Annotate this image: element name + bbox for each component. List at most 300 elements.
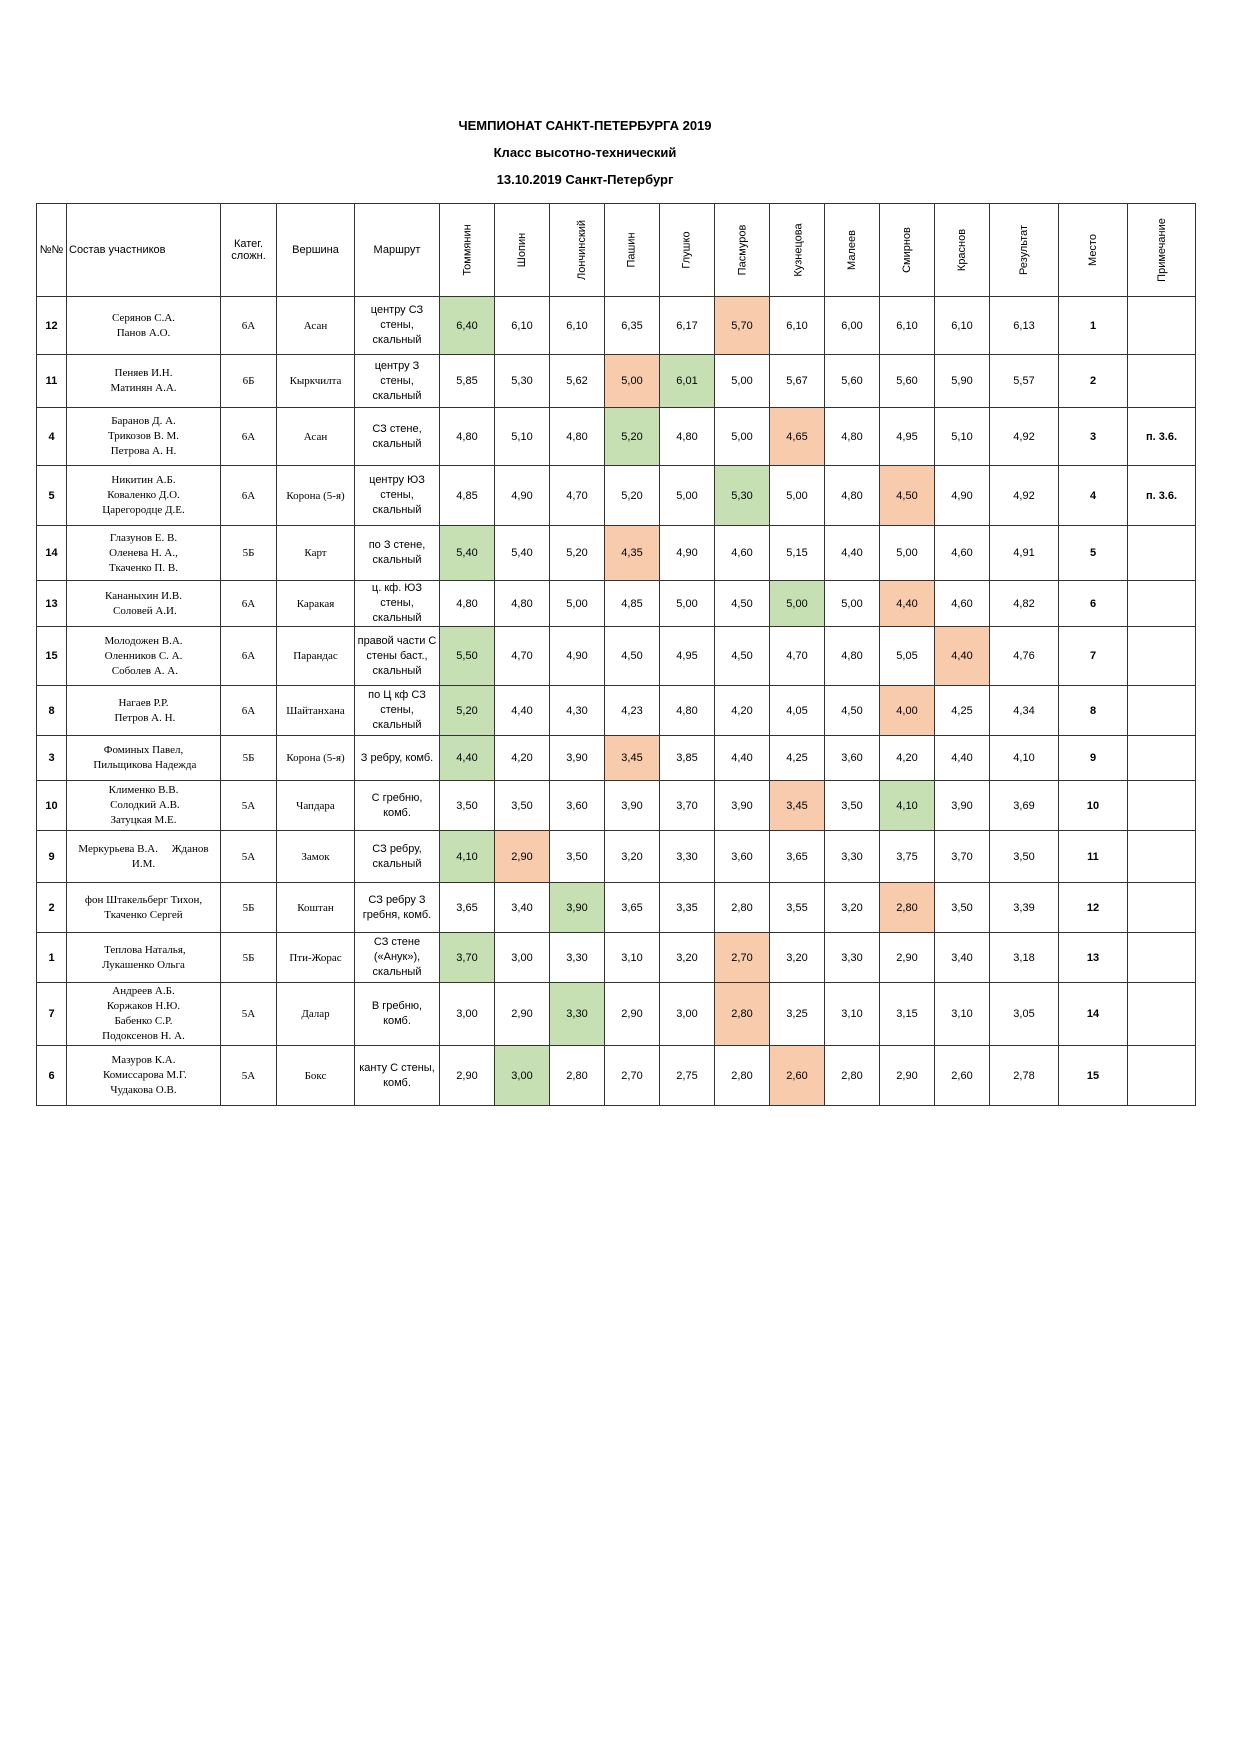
judge-score: 4,20 — [495, 736, 550, 781]
route-description: центру ЮЗ стены, скальный — [355, 466, 440, 526]
judge-score: 4,70 — [495, 627, 550, 686]
note-value — [1128, 1046, 1196, 1106]
judge-score: 4,90 — [495, 466, 550, 526]
judge-score: 2,70 — [715, 933, 770, 983]
judge-score: 6,10 — [935, 297, 990, 355]
team-number: 14 — [37, 526, 67, 581]
judge-score: 2,75 — [660, 1046, 715, 1106]
judge-score: 3,15 — [880, 983, 935, 1046]
col-judge-9: Смирнов — [880, 204, 935, 297]
judge-score: 4,00 — [880, 686, 935, 736]
judge-score: 5,00 — [605, 355, 660, 408]
judge-score: 4,25 — [770, 736, 825, 781]
judge-score: 4,80 — [440, 408, 495, 466]
judge-score: 3,90 — [550, 736, 605, 781]
route-description: С гребню, комб. — [355, 781, 440, 831]
member-name: Баранов Д. А. — [111, 415, 176, 427]
team-members — [67, 831, 221, 883]
route-description: СЗ ребру З гребня, комб. — [355, 883, 440, 933]
judge-score: 5,10 — [495, 408, 550, 466]
member-name: Нагаев Р.Р. — [118, 696, 169, 709]
team-members — [67, 1046, 221, 1106]
col-judge-8: Малеев — [825, 204, 880, 297]
judge-score: 2,60 — [935, 1046, 990, 1106]
route-description: центру З стены, скальный — [355, 355, 440, 408]
judge-score: 2,80 — [550, 1046, 605, 1106]
judge-score: 5,00 — [715, 355, 770, 408]
difficulty-category: 5Б — [221, 736, 277, 781]
place-value: 9 — [1059, 736, 1128, 781]
judge-score: 5,40 — [440, 526, 495, 581]
judge-score: 3,90 — [935, 781, 990, 831]
col-judge-6: Пасмуров — [715, 204, 770, 297]
difficulty-category: 5А — [221, 983, 277, 1046]
difficulty-category: 6А — [221, 408, 277, 466]
judge-score: 2,90 — [880, 1046, 935, 1106]
judge-score: 5,30 — [715, 466, 770, 526]
member-name: Затуцкая М.Е. — [110, 814, 177, 826]
judge-score: 5,00 — [825, 581, 880, 627]
judge-score: 2,90 — [440, 1046, 495, 1106]
member-name: Солодкий А.В. — [107, 799, 180, 811]
judge-score: 3,10 — [605, 933, 660, 983]
member-name: Оленников С. А. — [104, 649, 183, 662]
difficulty-category: 5А — [221, 1046, 277, 1106]
result-score: 4,92 — [990, 408, 1059, 466]
member-name: Царегородце Д.Е. — [102, 504, 185, 516]
member-name: Трикозов В. М. — [107, 430, 180, 442]
judge-score: 2,90 — [495, 983, 550, 1046]
place-value: 2 — [1059, 355, 1128, 408]
team-members — [67, 627, 221, 686]
judge-score: 6,10 — [495, 297, 550, 355]
judge-score: 4,65 — [770, 408, 825, 466]
judge-score: 3,20 — [660, 933, 715, 983]
team-number: 11 — [37, 355, 67, 408]
peak-name: Шайтанхана — [277, 686, 355, 736]
judge-score: 4,35 — [605, 526, 660, 581]
table-row — [37, 581, 1196, 627]
judge-score: 3,30 — [660, 831, 715, 883]
team-number: 7 — [37, 983, 67, 1046]
place-value: 15 — [1059, 1046, 1128, 1106]
judge-score: 5,70 — [715, 297, 770, 355]
judge-score: 4,95 — [660, 627, 715, 686]
note-value — [1128, 581, 1196, 627]
member-name: Меркурьева В.А. Жданов — [78, 842, 209, 855]
place-value: 1 — [1059, 297, 1128, 355]
judge-score: 3,90 — [550, 883, 605, 933]
place-value: 13 — [1059, 933, 1128, 983]
judge-score: 4,80 — [440, 581, 495, 627]
judge-score: 4,90 — [935, 466, 990, 526]
note-value — [1128, 983, 1196, 1046]
member-name: Андреев А.Б. — [112, 985, 175, 997]
judge-score: 6,35 — [605, 297, 660, 355]
judge-score: 5,60 — [825, 355, 880, 408]
judge-score: 4,80 — [825, 408, 880, 466]
team-members — [67, 408, 221, 466]
judge-score: 6,10 — [770, 297, 825, 355]
team-members — [67, 526, 221, 581]
route-description: ц. кф. ЮЗ стены, скальный — [355, 581, 440, 627]
judge-score: 3,00 — [495, 1046, 550, 1106]
judge-score: 5,00 — [550, 581, 605, 627]
note-value — [1128, 297, 1196, 355]
judge-score: 4,80 — [825, 466, 880, 526]
difficulty-category: 6А — [221, 686, 277, 736]
judge-score: 3,50 — [825, 781, 880, 831]
table-row — [37, 686, 1196, 736]
judge-score: 3,20 — [605, 831, 660, 883]
team-members — [67, 736, 221, 781]
note-value — [1128, 933, 1196, 983]
judge-score: 3,60 — [715, 831, 770, 883]
note-value — [1128, 686, 1196, 736]
judge-score: 5,00 — [770, 581, 825, 627]
judge-score: 4,95 — [880, 408, 935, 466]
difficulty-category: 5А — [221, 781, 277, 831]
route-description: правой части С стены баст., скальный — [355, 627, 440, 686]
judge-score: 5,05 — [880, 627, 935, 686]
judge-score: 4,30 — [550, 686, 605, 736]
note-value: п. 3.6. — [1128, 466, 1196, 526]
judge-score: 5,10 — [935, 408, 990, 466]
judge-score: 4,10 — [440, 831, 495, 883]
judge-score: 5,20 — [605, 466, 660, 526]
result-score: 3,39 — [990, 883, 1059, 933]
team-number: 12 — [37, 297, 67, 355]
table-row — [37, 408, 1196, 466]
judge-score: 4,40 — [715, 736, 770, 781]
judge-score: 3,25 — [770, 983, 825, 1046]
results-table — [36, 203, 1196, 1106]
peak-name: Чапдара — [277, 781, 355, 831]
table-row — [37, 933, 1196, 983]
member-name: Пеняев И.Н. — [114, 367, 173, 379]
judge-score: 4,40 — [935, 736, 990, 781]
judge-score: 3,50 — [495, 781, 550, 831]
peak-name: Бокс — [277, 1046, 355, 1106]
member-name: Молодожен В.А. — [104, 634, 183, 647]
judge-score: 3,30 — [825, 831, 880, 883]
member-name: Бабенко С.Р. — [114, 1015, 173, 1027]
team-number: 3 — [37, 736, 67, 781]
judge-score: 3,00 — [660, 983, 715, 1046]
note-value — [1128, 355, 1196, 408]
judge-score: 3,40 — [495, 883, 550, 933]
member-name: Серянов С.А. — [111, 311, 176, 324]
member-name: Матинян А.А. — [110, 382, 177, 394]
result-score: 6,13 — [990, 297, 1059, 355]
col-judge-10: Краснов — [935, 204, 990, 297]
judge-score: 4,80 — [495, 581, 550, 627]
team-members — [67, 883, 221, 933]
judge-score: 4,40 — [935, 627, 990, 686]
judge-score: 4,90 — [660, 526, 715, 581]
judge-score: 6,10 — [550, 297, 605, 355]
judge-score: 4,80 — [660, 408, 715, 466]
member-name: Петрова А. Н. — [110, 445, 177, 457]
peak-name: Асан — [277, 408, 355, 466]
judge-score: 4,20 — [880, 736, 935, 781]
judge-score: 3,10 — [825, 983, 880, 1046]
judge-score: 3,90 — [715, 781, 770, 831]
result-score: 5,57 — [990, 355, 1059, 408]
table-row — [37, 1046, 1196, 1106]
judge-score: 4,90 — [550, 627, 605, 686]
col-route: Маршрут — [355, 204, 440, 297]
note-value — [1128, 781, 1196, 831]
member-name: Фоминых Павел, — [103, 744, 184, 756]
judge-score: 5,85 — [440, 355, 495, 408]
judge-score: 4,50 — [715, 581, 770, 627]
judge-score: 4,80 — [660, 686, 715, 736]
place-value: 7 — [1059, 627, 1128, 686]
peak-name: Корона (5-я) — [277, 466, 355, 526]
difficulty-category: 5Б — [221, 883, 277, 933]
judge-score: 4,40 — [495, 686, 550, 736]
member-name: Никитин А.Б. — [111, 474, 176, 486]
results-body — [37, 297, 1196, 1106]
col-note: Примечание — [1128, 204, 1196, 297]
judge-score: 5,62 — [550, 355, 605, 408]
member-name: Соболев А. А. — [109, 664, 178, 677]
peak-name: Пти-Жорас — [277, 933, 355, 983]
judge-score: 5,00 — [770, 466, 825, 526]
judge-score: 4,10 — [880, 781, 935, 831]
judge-score: 3,20 — [825, 883, 880, 933]
judge-score: 4,23 — [605, 686, 660, 736]
member-name: фон Штакельберг Тихон, — [84, 893, 203, 906]
table-row — [37, 883, 1196, 933]
result-score: 2,78 — [990, 1046, 1059, 1106]
judge-score: 4,50 — [880, 466, 935, 526]
difficulty-category: 6А — [221, 627, 277, 686]
route-description: СЗ стене, скальный — [355, 408, 440, 466]
judge-score: 3,60 — [550, 781, 605, 831]
member-name: Петров А. Н. — [111, 711, 176, 724]
judge-score: 3,70 — [440, 933, 495, 983]
place-value: 6 — [1059, 581, 1128, 627]
note-value — [1128, 883, 1196, 933]
team-number: 8 — [37, 686, 67, 736]
judge-score: 2,70 — [605, 1046, 660, 1106]
peak-name: Корона (5-я) — [277, 736, 355, 781]
judge-score: 5,20 — [605, 408, 660, 466]
judge-score: 5,00 — [880, 526, 935, 581]
peak-name: Асан — [277, 297, 355, 355]
judge-score: 6,00 — [825, 297, 880, 355]
place-value: 11 — [1059, 831, 1128, 883]
note-value — [1128, 526, 1196, 581]
peak-name: Коштан — [277, 883, 355, 933]
table-row — [37, 781, 1196, 831]
judge-score: 3,70 — [660, 781, 715, 831]
member-name: Кананыхин И.В. — [105, 589, 182, 602]
team-members — [67, 466, 221, 526]
peak-name: Карт — [277, 526, 355, 581]
place-value: 12 — [1059, 883, 1128, 933]
difficulty-category: 6А — [221, 466, 277, 526]
note-value — [1128, 736, 1196, 781]
judge-score: 2,90 — [495, 831, 550, 883]
team-members — [67, 686, 221, 736]
peak-name: Далар — [277, 983, 355, 1046]
result-score: 4,34 — [990, 686, 1059, 736]
member-name: Коржаков Н.Ю. — [106, 1000, 181, 1012]
route-description: З ребру, комб. — [355, 736, 440, 781]
team-members — [67, 355, 221, 408]
note-value — [1128, 831, 1196, 883]
col-judge-5: Глушко — [660, 204, 715, 297]
member-name: Коваленко Д.О. — [107, 489, 180, 501]
judge-score: 4,40 — [440, 736, 495, 781]
judge-score: 6,17 — [660, 297, 715, 355]
judge-score: 3,60 — [825, 736, 880, 781]
result-score: 3,50 — [990, 831, 1059, 883]
col-num: №№ — [37, 204, 67, 297]
table-row — [37, 466, 1196, 526]
team-members — [67, 933, 221, 983]
peak-name: Замок — [277, 831, 355, 883]
judge-score: 2,90 — [880, 933, 935, 983]
member-name: Лукашенко Ольга — [102, 958, 185, 971]
judge-score: 4,50 — [605, 627, 660, 686]
place-value: 8 — [1059, 686, 1128, 736]
team-members — [67, 581, 221, 627]
place-value: 10 — [1059, 781, 1128, 831]
team-number: 4 — [37, 408, 67, 466]
col-category: Катег. сложн. — [221, 204, 277, 297]
judge-score: 4,50 — [825, 686, 880, 736]
member-name: Пильщикова Надежда — [90, 759, 197, 771]
col-peak: Вершина — [277, 204, 355, 297]
judge-score: 4,85 — [605, 581, 660, 627]
team-members — [67, 983, 221, 1046]
document-header — [0, 112, 1170, 193]
member-name: Подоксенов Н. А. — [102, 1030, 185, 1042]
judge-score: 4,50 — [715, 627, 770, 686]
member-name: Соловей А.И. — [110, 604, 177, 617]
col-judge-4: Пашин — [605, 204, 660, 297]
judge-score: 6,40 — [440, 297, 495, 355]
difficulty-category: 6А — [221, 297, 277, 355]
judge-score: 2,80 — [880, 883, 935, 933]
member-name: Глазунов Е. В. — [109, 531, 178, 544]
peak-name: Парандас — [277, 627, 355, 686]
result-score: 3,69 — [990, 781, 1059, 831]
judge-score: 4,60 — [715, 526, 770, 581]
result-score: 4,91 — [990, 526, 1059, 581]
table-row — [37, 736, 1196, 781]
judge-score: 4,60 — [935, 581, 990, 627]
page-title: ЧЕМПИОНАТ САНКТ-ПЕТЕРБУРГА 2019 — [458, 118, 712, 133]
judge-score: 3,30 — [825, 933, 880, 983]
table-row — [37, 526, 1196, 581]
place-value: 3 — [1059, 408, 1128, 466]
judge-score: 3,50 — [935, 883, 990, 933]
team-number: 9 — [37, 831, 67, 883]
team-members — [67, 781, 221, 831]
team-number: 15 — [37, 627, 67, 686]
member-name: Клименко В.В. — [108, 784, 179, 796]
judge-score: 3,65 — [605, 883, 660, 933]
judge-score: 6,10 — [880, 297, 935, 355]
judge-score: 4,85 — [440, 466, 495, 526]
table-row — [37, 355, 1196, 408]
header-row — [37, 204, 1196, 297]
team-number: 6 — [37, 1046, 67, 1106]
result-score: 3,05 — [990, 983, 1059, 1046]
col-place: Место — [1059, 204, 1128, 297]
judge-score: 3,35 — [660, 883, 715, 933]
judge-score: 3,45 — [770, 781, 825, 831]
member-name: Мазуров К.А. — [111, 1054, 176, 1066]
judge-score: 4,20 — [715, 686, 770, 736]
judge-score: 2,60 — [770, 1046, 825, 1106]
date-place: 13.10.2019 Санкт-Петербург — [496, 172, 674, 187]
peak-name: Кыркчилта — [277, 355, 355, 408]
difficulty-category: 6Б — [221, 355, 277, 408]
route-description: канту С стены, комб. — [355, 1046, 440, 1106]
judge-score: 3,65 — [440, 883, 495, 933]
col-judge-3: Лончинский — [550, 204, 605, 297]
table-row — [37, 983, 1196, 1046]
judge-score: 3,50 — [440, 781, 495, 831]
judge-score: 4,70 — [770, 627, 825, 686]
judge-score: 5,00 — [715, 408, 770, 466]
judge-score: 2,80 — [825, 1046, 880, 1106]
route-description: СЗ стене («Анук»), скальный — [355, 933, 440, 983]
result-score: 4,92 — [990, 466, 1059, 526]
team-number: 5 — [37, 466, 67, 526]
judge-score: 3,40 — [935, 933, 990, 983]
judge-score: 4,80 — [550, 408, 605, 466]
member-name: Оленева Н. А., — [109, 546, 178, 559]
judge-score: 5,20 — [440, 686, 495, 736]
judge-score: 4,80 — [825, 627, 880, 686]
result-score: 3,18 — [990, 933, 1059, 983]
team-members — [67, 297, 221, 355]
judge-score: 3,20 — [770, 933, 825, 983]
route-description: по З стене, скальный — [355, 526, 440, 581]
judge-score: 2,80 — [715, 883, 770, 933]
judge-score: 5,15 — [770, 526, 825, 581]
judge-score: 4,70 — [550, 466, 605, 526]
team-number: 1 — [37, 933, 67, 983]
judge-score: 4,60 — [935, 526, 990, 581]
judge-score: 3,85 — [660, 736, 715, 781]
note-value — [1128, 627, 1196, 686]
judge-score: 3,55 — [770, 883, 825, 933]
judge-score: 3,10 — [935, 983, 990, 1046]
judge-score: 4,25 — [935, 686, 990, 736]
judge-score: 5,20 — [550, 526, 605, 581]
judge-score: 3,50 — [550, 831, 605, 883]
judge-score: 6,01 — [660, 355, 715, 408]
member-name: Комиссарова М.Г. — [100, 1069, 187, 1081]
judge-score: 5,90 — [935, 355, 990, 408]
judge-score: 4,40 — [825, 526, 880, 581]
judge-score: 3,90 — [605, 781, 660, 831]
judge-score: 5,00 — [660, 581, 715, 627]
col-judge-1: Томмянин — [440, 204, 495, 297]
peak-name: Каракая — [277, 581, 355, 627]
place-value: 14 — [1059, 983, 1128, 1046]
table-row — [37, 831, 1196, 883]
judge-score: 3,45 — [605, 736, 660, 781]
